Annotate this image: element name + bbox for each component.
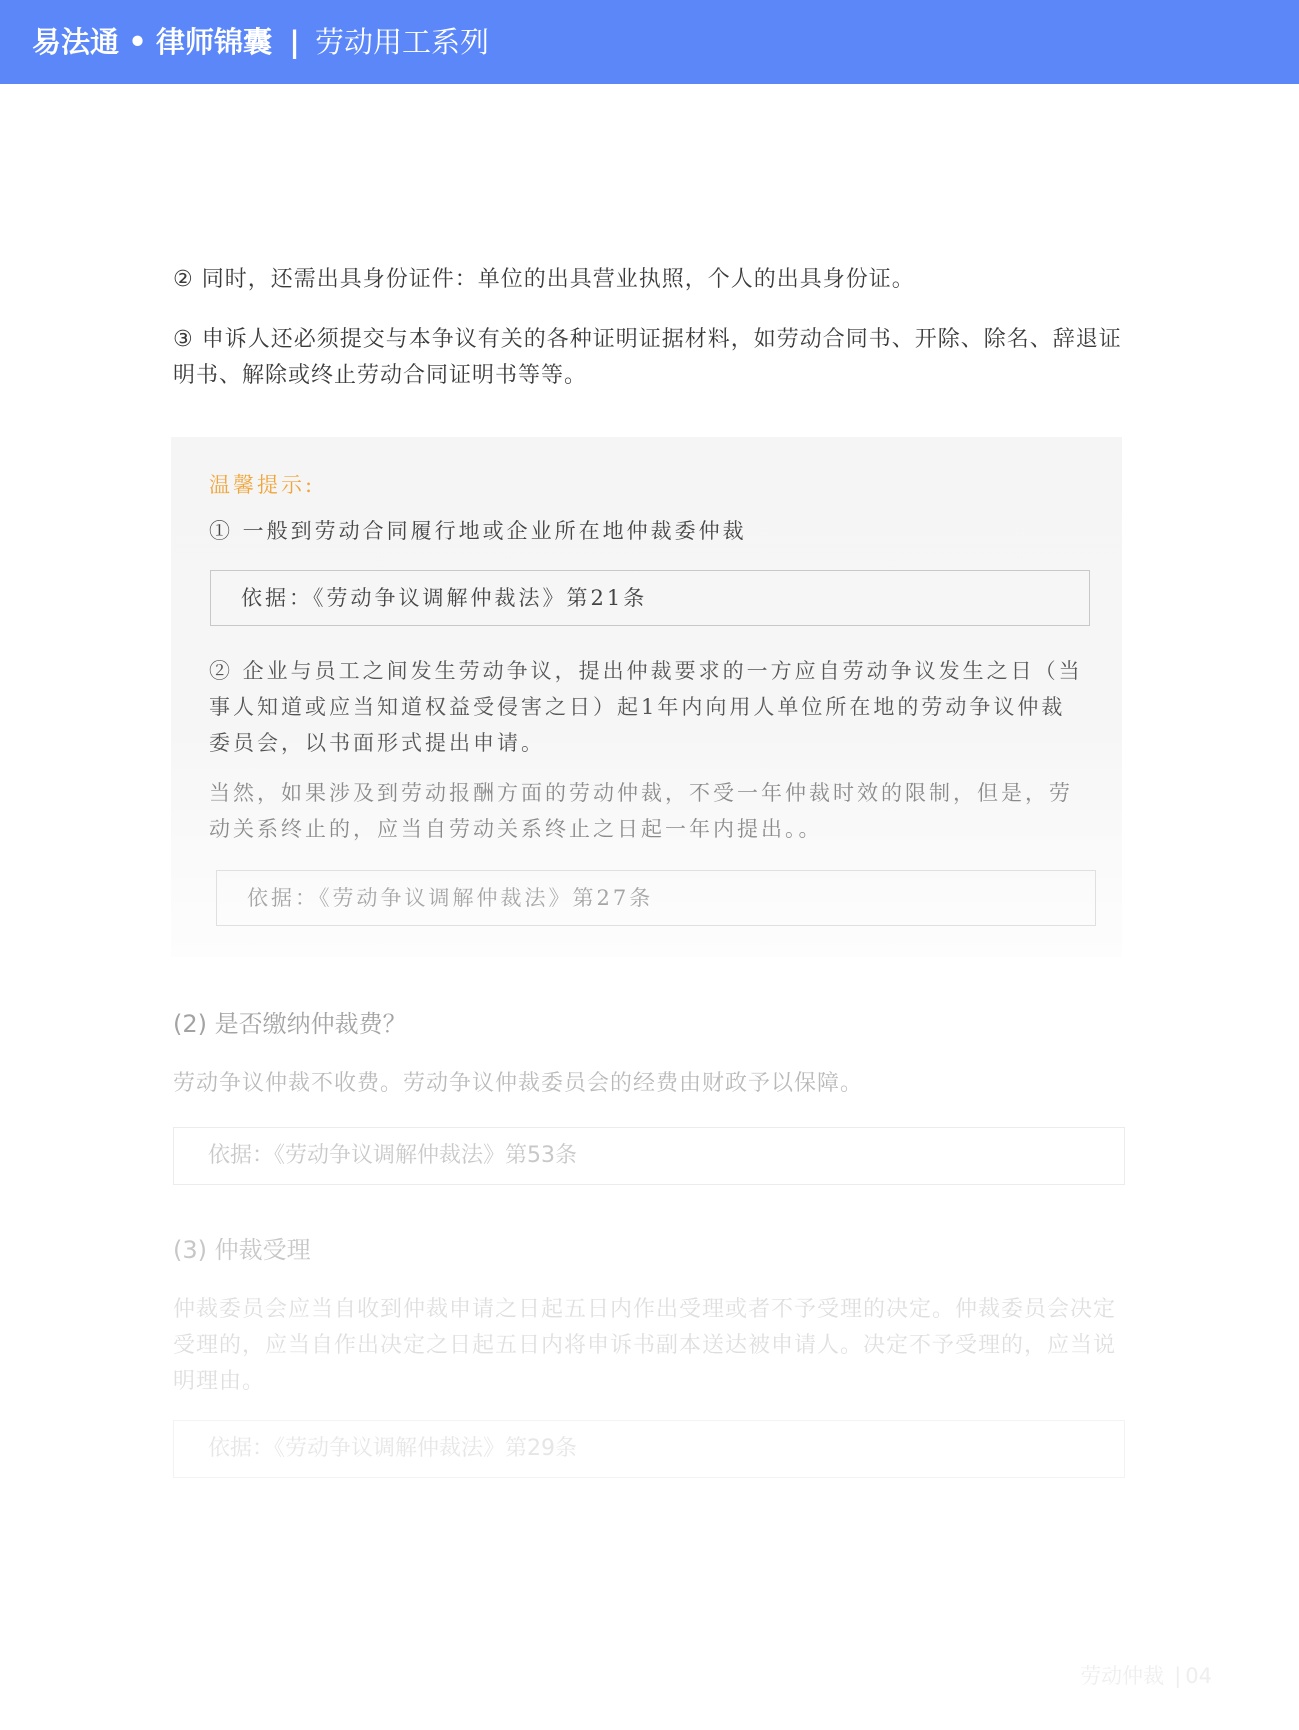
tip-title: 温馨提示: — [209, 473, 316, 497]
section-fee-basis: 依据：《劳动争议调解仲裁法》第53条 — [173, 1127, 1125, 1185]
brand-subname: 律师锦囊 — [156, 25, 273, 59]
page-number: 04 — [1185, 1664, 1212, 1688]
paragraph-id-documents: ② 同时，还需出具身份证件：单位的出具营业执照，个人的出具身份证。 — [173, 267, 915, 292]
series-name: 劳动用工系列 — [315, 25, 490, 59]
footer-separator: | — [1174, 1664, 1182, 1688]
section-acceptance-text: 仲裁委员会应当自收到仲裁申请之日起五日内作出受理或者不予受理的决定。仲裁委员会决定受理的，应当自作出决定之日起五日内将申诉书副本送达被申请人。决定不予受理的，应当说明理由。 — [173, 1297, 1117, 1394]
section-acceptance-title: (3) 仲裁受理 — [173, 1236, 311, 1264]
header-bar — [0, 0, 1299, 84]
brand-title — [32, 22, 489, 62]
tip-basis-article-21: 依据：《劳动争议调解仲裁法》第21条 — [210, 570, 1090, 626]
tip-item-jurisdiction: ① 一般到劳动合同履行地或企业所在地仲裁委仲裁 — [209, 519, 747, 543]
tip-item-remuneration: 当然，如果涉及到劳动报酬方面的劳动仲裁，不受一年仲裁时效的限制，但是，劳动关系终止的，应当自劳动关系终止之日起一年内提出。。 — [209, 781, 1073, 841]
brand-separator: | — [289, 25, 300, 59]
brand-dot: • — [128, 25, 147, 59]
section-acceptance-basis: 依据：《劳动争议调解仲裁法》第29条 — [173, 1420, 1125, 1478]
tip-box — [171, 437, 1122, 957]
tip-basis-article-27: 依据：《劳动争议调解仲裁法》第27条 — [216, 870, 1096, 926]
section-fee-text: 劳动争议仲裁不收费。劳动争议仲裁委员会的经费由财政予以保障。 — [173, 1071, 864, 1096]
page-footer — [1080, 1658, 1212, 1694]
section-fee-title: (2) 是否缴纳仲裁费？ — [173, 1010, 407, 1038]
paragraph-evidence-materials: ③ 申诉人还必须提交与本争议有关的各种证明证据材料，如劳动合同书、开除、除名、辞退证明书、解除或终止劳动合同证明书等等。 — [173, 327, 1122, 388]
brand-name: 易法通 — [32, 25, 120, 59]
tip-item-time-limit: ② 企业与员工之间发生劳动争议，提出仲裁要求的一方应自劳动争议发生之日（当事人知道或应当知道权益受侵害之日）起1年内向用人单位所在地的劳动争议仲裁委员会，以书面形式提出申请。 — [209, 659, 1083, 755]
footer-label: 劳动仲裁 — [1080, 1664, 1165, 1688]
